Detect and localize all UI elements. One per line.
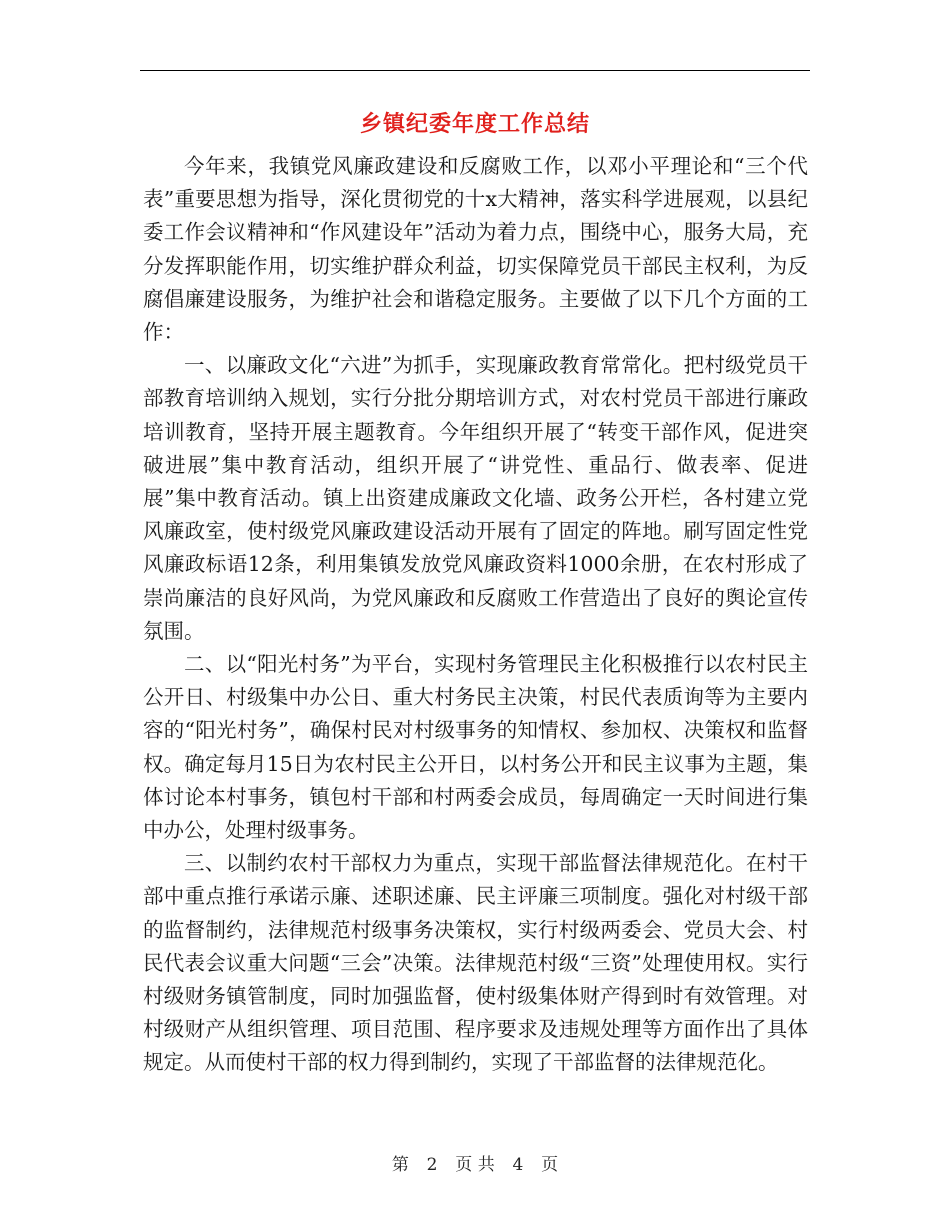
footer-suffix: 页 xyxy=(541,1155,559,1175)
footer-total-pages: 4 xyxy=(512,1155,524,1175)
footer-prefix: 第 xyxy=(391,1155,409,1175)
header-rule xyxy=(140,70,810,71)
page-footer xyxy=(0,1153,950,1177)
footer-current-page: 2 xyxy=(426,1155,438,1175)
document-title: 乡镇纪委年度工作总结 xyxy=(359,112,590,137)
paragraph-section-1: 一、以廉政文化“六进”为抓手，实现廉政教育常常化。把村级党员干部教育培训纳入规划，实行分批分期培训方式，对农村党员干部进行廉政培训教育，坚持开展主题教育。今年组织开展了“转变干部作风，促进突破进展”集中教育活动，组织开展了“讲党性、重品行、做表率、促进展”集中教育活动。镇上出资建成廉政文化墙、政务公开栏，各村建立党风廉政室，使村级党风廉政建设活动开展有了固定的阵地。刷写固定性党风廉政标语12条，利用集镇发放党风廉政资料1000余册，在农村形成了崇尚廉洁的良好风尚，为党风廉政和反腐败工作营造出了良好的舆论宣传氛围。 xyxy=(143,353,808,643)
footer-middle: 页 共 xyxy=(455,1155,495,1175)
document-body xyxy=(143,150,808,1080)
paragraph-section-3: 三、以制约农村干部权力为重点，实现干部监督法律规范化。在村干部中重点推行承诺示廉、述职述廉、民主评廉三项制度。强化对村级干部的监督制约，法律规范村级事务决策权，实行村级两委会、党员大会、村民代表会议重大问题“三会”决策。法律规范村级“三资”处理使用权。实行村级财务镇管制度，同时加强监督，使村级集体财产得到时有效管理。对村级财产从组织管理、项目范围、程序要求及违规处理等方面作出了具体规定。从而使村干部的权力得到制约，实现了干部监督的法律规范化。 xyxy=(143,851,808,1075)
paragraph-section-2: 二、以“阳光村务”为平台，实现村务管理民主化积极推行以农村民主公开日、村级集中办公日、重大村务民主决策，村民代表质询等为主要内容的“阳光村务”，确保村民对村级事务的知情权、参加权、决策权和监督权。确定每月15日为农村民主公开日，以村务公开和民主议事为主题，集体讨论本村事务，镇包村干部和村两委会成员，每周确定一天时间进行集中办公，处理村级事务。 xyxy=(143,652,808,843)
paragraph-intro: 今年来，我镇党风廉政建设和反腐败工作，以邓小平理论和“三个代表”重要思想为指导，深化贯彻党的十x大精神，落实科学进展观，以县纪委工作会议精神和“作风建设年”活动为着力点，围绕中心，服务大局，充分发挥职能作用，切实维护群众利益，切实保障党员干部民主权利，为反腐倡廉建设服务，为维护社会和谐稳定服务。主要做了以下几个方面的工作： xyxy=(143,154,808,345)
